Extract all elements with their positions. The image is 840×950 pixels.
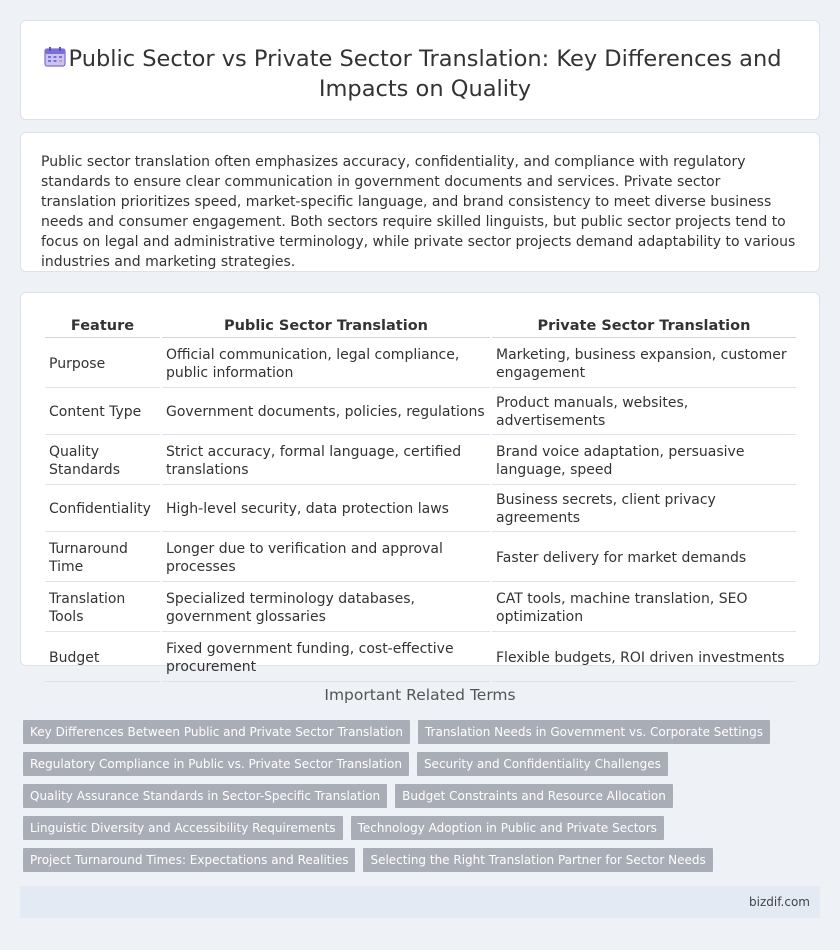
related-term-tag[interactable]: Security and Confidentiality Challenges: [417, 752, 668, 776]
header-card: [20, 20, 820, 120]
public-cell: Official communication, legal compliance, public information: [162, 340, 490, 388]
private-cell: Flexible budgets, ROI driven investments: [492, 634, 796, 682]
table-row: [45, 487, 796, 532]
public-cell: Specialized terminology databases, government glossaries: [162, 584, 490, 632]
tag-row: [23, 720, 813, 744]
feature-cell: Translation Tools: [45, 584, 160, 632]
tag-row: [23, 784, 813, 808]
intro-paragraph: Public sector translation often emphasizes accuracy, confidentiality, and compliance with regulatory standards to ensure clear communication in government documents and services. Private sector translation prioritizes speed, market-specific language, and brand consistency to meet diverse business needs and consumer engagement. Both sectors require skilled linguists, but public sector projects tend to focus on legal and administrative terminology, while private sector projects demand adaptability to various industries and marketing strategies.: [41, 154, 796, 270]
column-header-feature: Feature: [45, 315, 160, 338]
public-cell: High-level security, data protection laws: [162, 487, 490, 532]
footer-site-link[interactable]: bizdif.com: [749, 895, 810, 909]
private-cell: CAT tools, machine translation, SEO optimization: [492, 584, 796, 632]
private-cell: Marketing, business expansion, customer engagement: [492, 340, 796, 388]
column-header-public: Public Sector Translation: [162, 315, 490, 338]
table-header-row: [45, 315, 796, 338]
related-term-tag[interactable]: Technology Adoption in Public and Private Sectors: [351, 816, 664, 840]
public-cell: Fixed government funding, cost-effective procurement: [162, 634, 490, 682]
related-term-tag[interactable]: Translation Needs in Government vs. Corporate Settings: [418, 720, 770, 744]
feature-cell: Budget: [45, 634, 160, 682]
tag-row: [23, 752, 813, 776]
feature-cell: Purpose: [45, 340, 160, 388]
table-row: [45, 437, 796, 485]
private-cell: Brand voice adaptation, persuasive language, speed: [492, 437, 796, 485]
column-header-private: Private Sector Translation: [492, 315, 796, 338]
table-row: [45, 584, 796, 632]
table-row: [45, 634, 796, 682]
comparison-table-card: [20, 292, 820, 675]
related-terms-title: Important Related Terms: [324, 686, 516, 704]
public-cell: Strict accuracy, formal language, certified translations: [162, 437, 490, 485]
related-term-tag[interactable]: Linguistic Diversity and Accessibility Requirements: [23, 816, 343, 840]
tag-row: [23, 848, 813, 872]
table-row: [45, 390, 796, 435]
related-terms-list: [23, 720, 813, 880]
public-cell: Longer due to verification and approval processes: [162, 534, 490, 582]
related-term-tag[interactable]: Quality Assurance Standards in Sector-Specific Translation: [23, 784, 387, 808]
table-row: [45, 340, 796, 388]
feature-cell: Confidentiality: [45, 487, 160, 532]
table-row: [45, 534, 796, 582]
comparison-table: [43, 313, 798, 684]
related-term-tag[interactable]: Selecting the Right Translation Partner for Sector Needs: [363, 848, 712, 872]
feature-cell: Turnaround Time: [45, 534, 160, 582]
private-cell: Business secrets, client privacy agreements: [492, 487, 796, 532]
related-term-tag[interactable]: Regulatory Compliance in Public vs. Private Sector Translation: [23, 752, 409, 776]
footer: [20, 886, 820, 918]
page-title: Public Sector vs Private Sector Translation: Key Differences and Impacts on Quality: [68, 46, 782, 102]
private-cell: Product manuals, websites, advertisements: [492, 390, 796, 435]
public-cell: Government documents, policies, regulations: [162, 390, 490, 435]
related-term-tag[interactable]: Key Differences Between Public and Private Sector Translation: [23, 720, 410, 744]
feature-cell: Quality Standards: [45, 437, 160, 485]
related-term-tag[interactable]: Project Turnaround Times: Expectations and Realities: [23, 848, 355, 872]
related-term-tag[interactable]: Budget Constraints and Resource Allocation: [395, 784, 673, 808]
intro-card: [20, 132, 820, 272]
private-cell: Faster delivery for market demands: [492, 534, 796, 582]
feature-cell: Content Type: [45, 390, 160, 435]
tag-row: [23, 816, 813, 840]
